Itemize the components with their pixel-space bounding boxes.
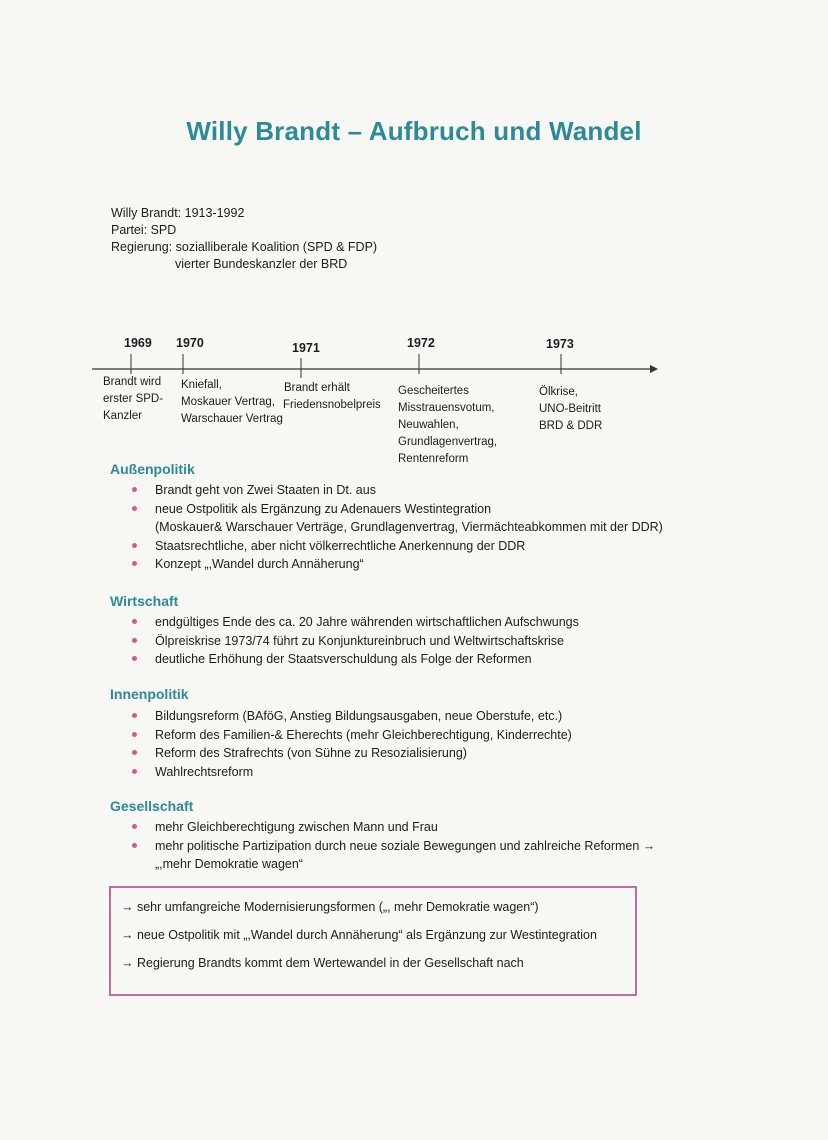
timeline-arrowhead: [650, 365, 658, 373]
list-item: Brandt geht von Zwei Staaten in Dt. aus: [130, 481, 663, 500]
list-item: Bildungsreform (BAföG, Anstieg Bildungsausgaben, neue Oberstufe, etc.): [130, 707, 572, 726]
list-wirtschaft: [130, 613, 579, 669]
section-heading-innenpolitik: Innenpolitik: [110, 686, 189, 702]
list-item: endgültiges Ende des ca. 20 Jahre währenden wirtschaftlichen Aufschwungs: [130, 613, 579, 632]
bio-info: [111, 205, 377, 273]
bio-party: Partei: SPD: [111, 223, 177, 237]
list-item: Reform des Familien-& Eherechts (mehr Gleichberechtigung, Kinderrechte): [130, 726, 572, 745]
timeline-year-1971: 1971: [292, 341, 320, 355]
timeline-year-1973: 1973: [546, 337, 574, 351]
list-item: Konzept „,Wandel durch Annäherung“: [130, 555, 663, 574]
list-gesellschaft: [130, 818, 655, 874]
list-item: Wahlrechtsreform: [130, 763, 572, 782]
summary-box: [109, 886, 637, 996]
list-aussenpolitik: [130, 481, 663, 574]
list-item: mehr Gleichberechtigung zwischen Mann und Frau: [130, 818, 655, 837]
summary-line-1: → sehr umfangreiche Modernisierungsformen („, mehr Demokratie wagen“): [121, 900, 539, 914]
list-item: deutliche Erhöhung der Staatsverschuldung als Folge der Reformen: [130, 650, 579, 669]
list-item: Reform des Strafrechts (von Sühne zu Resozialisierung): [130, 744, 572, 763]
summary-line-3: → Regierung Brandts kommt dem Wertewandel in der Gesellschaft nach: [121, 956, 524, 970]
timeline-event-1972: Gescheitertes Misstrauensvotum, Neuwahlen, Grundlagenvertrag, Rentenreform: [398, 385, 498, 465]
bio-dates: Willy Brandt: 1913-1992: [111, 206, 245, 220]
summary-line-2: → neue Ostpolitik mit „,Wandel durch Annäherung“ als Ergänzung zur Westintegration: [121, 928, 597, 942]
section-heading-aussenpolitik: Außenpolitik: [110, 461, 195, 477]
list-item: Ölpreiskrise 1973/74 führt zu Konjunktureinbruch und Weltwirtschaftskrise: [130, 632, 579, 651]
list-item: Staatsrechtliche, aber nicht völkerrechtliche Anerkennung der DDR: [130, 537, 663, 556]
timeline-year-1972: 1972: [407, 336, 435, 350]
list-innenpolitik: [130, 707, 572, 781]
timeline-event-1973: Ölkrise, UNO-Beitritt BRD & DDR: [539, 386, 603, 432]
list-item: mehr politische Partizipation durch neue soziale Bewegungen und zahlreiche Reformen → „,mehr Demokratie wagen“: [130, 837, 655, 874]
list-item: neue Ostpolitik als Ergänzung zu Adenauers Westintegration (Moskauer& Warschauer Verträge, Grundlagenvertrag, Viermächteabkommen mit der DDR): [130, 500, 663, 537]
timeline-event-1969: Brandt wird erster SPD- Kanzler: [103, 376, 164, 422]
section-heading-wirtschaft: Wirtschaft: [110, 593, 179, 609]
bio-government: Regierung: sozialliberale Koalition (SPD & FDP): [111, 240, 378, 254]
bio-chancellor: vierter Bundeskanzler der BRD: [175, 257, 348, 271]
section-heading-gesellschaft: Gesellschaft: [110, 798, 194, 814]
timeline-year-1969: 1969: [124, 336, 152, 350]
page-title: Willy Brandt – Aufbruch und Wandel: [186, 116, 642, 146]
timeline-event-1971: Brandt erhält Friedensnobelpreis: [283, 382, 381, 411]
timeline-year-1970: 1970: [176, 336, 204, 350]
timeline-event-1970: Kniefall, Moskauer Vertrag, Warschauer Vertrag: [181, 379, 283, 425]
